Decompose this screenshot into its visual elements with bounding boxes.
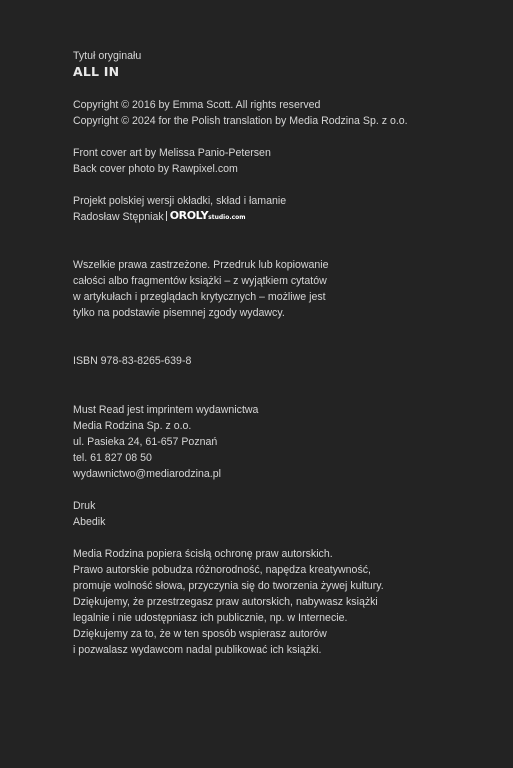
publisher-address: ul. Pasieka 24, 61-657 Poznań — [73, 436, 218, 448]
design-line: Projekt polskiej wersji okładki, skład i łamanie — [73, 195, 287, 207]
studio-logo — [170, 210, 246, 224]
designer-line — [73, 209, 493, 225]
publisher-phone: tel. 61 827 08 50 — [73, 452, 152, 464]
original-title-label: Tytuł oryginału — [73, 50, 142, 62]
studio-logo-main: OROLY — [169, 209, 209, 223]
credits-block — [73, 145, 493, 177]
rights-block — [73, 257, 493, 321]
statement-line: Dziękujemy za to, że w ten sposób wspierasz autorów — [73, 628, 327, 640]
statement-line: i pozwalasz wydawcom nadal publikować ich książki. — [73, 644, 322, 656]
studio-logo-sub: studio.com — [208, 214, 246, 222]
publisher-block — [73, 402, 493, 482]
isbn: ISBN 978-83-8265-639-8 — [73, 355, 192, 367]
original-title-value: ALL IN — [73, 64, 120, 79]
divider — [166, 211, 167, 221]
design-block — [73, 193, 493, 225]
publisher-line: Must Read jest imprintem wydawnictwa — [73, 404, 259, 416]
print-block — [73, 498, 493, 530]
copyright-block — [73, 97, 493, 129]
publisher-line: Media Rodzina Sp. z o.o. — [73, 420, 192, 432]
print-value: Abedik — [73, 516, 106, 528]
copyright-line: Copyright © 2016 by Emma Scott. All rights reserved — [73, 99, 321, 111]
isbn-block — [73, 353, 493, 369]
credit-line: Back cover photo by Rawpixel.com — [73, 163, 238, 175]
statement-line: Media Rodzina popiera ścisłą ochronę praw autorskich. — [73, 548, 333, 560]
copyright-line: Copyright © 2024 for the Polish translation by Media Rodzina Sp. z o.o. — [73, 115, 408, 127]
print-label: Druk — [73, 500, 96, 512]
statement-line: Prawo autorskie pobudza różnorodność, napędza kreatywność, — [73, 564, 371, 576]
publisher-email: wydawnictwo@mediarodzina.pl — [73, 468, 221, 480]
rights-line: Wszelkie prawa zastrzeżone. Przedruk lub kopiowanie — [73, 259, 329, 271]
statement-block — [73, 546, 493, 658]
rights-line: tylko na podstawie pisemnej zgody wydawcy. — [73, 307, 285, 319]
rights-line: w artykułach i przeglądach krytycznych – możliwe jest — [73, 291, 326, 303]
credit-line: Front cover art by Melissa Panio-Petersen — [73, 147, 271, 159]
statement-line: promuje wolność słowa, przyczynia się do tworzenia żywej kultury. — [73, 580, 384, 592]
rights-line: całości albo fragmentów książki – z wyjątkiem cytatów — [73, 275, 327, 287]
statement-line: legalnie i nie udostępniasz ich publicznie, np. w Internecie. — [73, 612, 348, 624]
designer-name: Radosław Stępniak — [73, 211, 164, 223]
original-title-block — [73, 48, 493, 79]
statement-line: Dziękujemy, że przestrzegasz praw autorskich, nabywasz książki — [73, 596, 378, 608]
